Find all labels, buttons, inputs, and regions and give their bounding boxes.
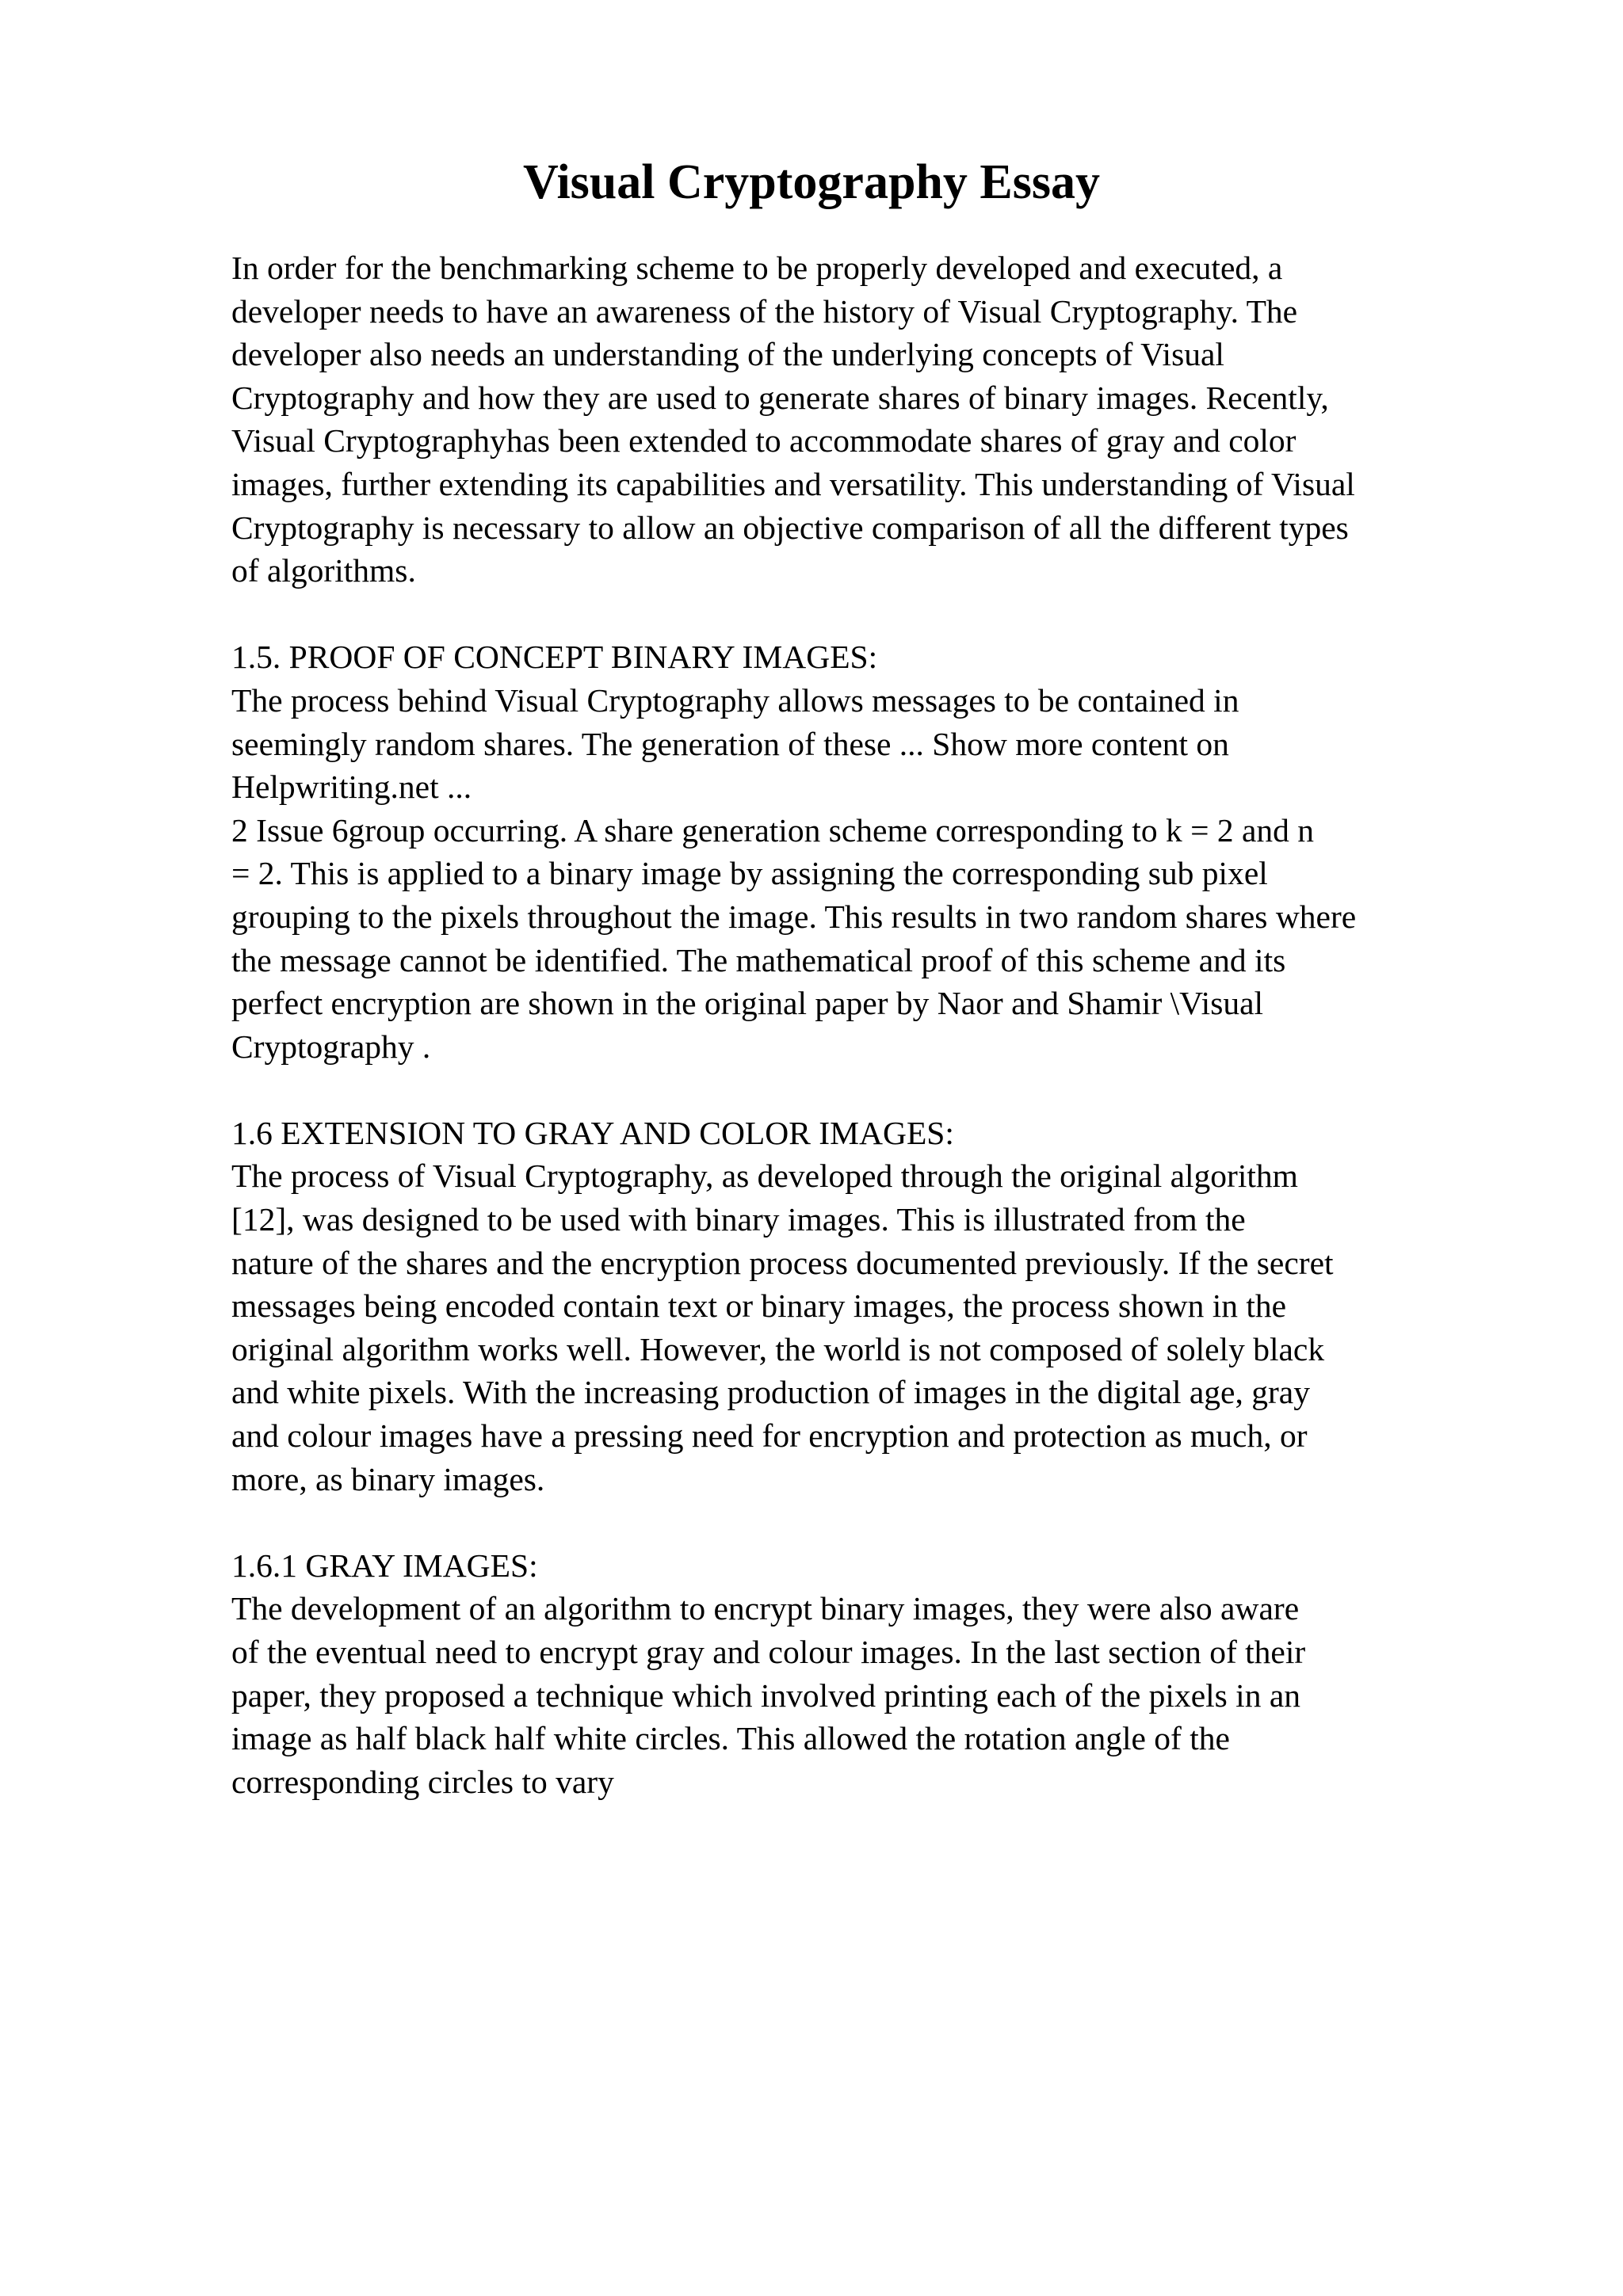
text-line: = 2. This is applied to a binary image by assigning the corresponding sub pixel <box>231 855 1268 892</box>
text-line: and colour images have a pressing need for encryption and protection as much, or <box>231 1417 1308 1455</box>
text-line: Cryptography and how they are used to generate shares of binary images. Recently, <box>231 379 1329 416</box>
text-line: the message cannot be identified. The mathematical proof of this scheme and its <box>231 941 1286 978</box>
text-line: In order for the benchmarking scheme to be properly developed and executed, a <box>231 250 1283 286</box>
section-heading: 1.5. PROOF OF CONCEPT BINARY IMAGES: <box>231 639 878 676</box>
text-line: Helpwriting.net ... <box>231 769 472 806</box>
text-line: perfect encryption are shown in the original paper by Naor and Shamir \Visual <box>231 985 1264 1022</box>
text-line: Cryptography . <box>231 1028 431 1065</box>
text-line: of algorithms. <box>231 552 416 589</box>
text-line: and white pixels. With the increasing production of images in the digital age, gray <box>231 1374 1310 1411</box>
section-heading: 1.6 EXTENSION TO GRAY AND COLOR IMAGES: <box>231 1114 954 1151</box>
text-line: grouping to the pixels throughout the image. This results in two random shares where <box>231 898 1357 935</box>
text-line: messages being encoded contain text or binary images, the process shown in the <box>231 1287 1287 1325</box>
text-line: Cryptography is necessary to allow an objective comparison of all the different types <box>231 509 1349 546</box>
text-line: [12], was designed to be used with binary images. This is illustrated from the <box>231 1201 1246 1238</box>
paragraph-spacer <box>231 1068 1515 1112</box>
text-line: The process behind Visual Cryptography allows messages to be contained in <box>231 681 1239 719</box>
intro-paragraph <box>231 246 1515 593</box>
text-line: developer also needs an understanding of the underlying concepts of Visual <box>231 336 1224 373</box>
text-line: of the eventual need to encrypt gray and colour images. In the last section of their <box>231 1634 1306 1670</box>
section-1-6 <box>231 1112 1515 1501</box>
text-line: Visual Cryptographyhas been extended to accommodate shares of gray and color <box>231 422 1296 460</box>
text-line: The development of an algorithm to encrypt binary images, they were also aware <box>231 1590 1300 1627</box>
text-line: 2 Issue 6group occurring. A share generation scheme corresponding to k = 2 and n <box>231 811 1315 849</box>
text-line: images, further extending its capabilities and versatility. This understanding of Visual <box>231 465 1355 502</box>
text-line: seemingly random shares. The generation of these ... Show more content on <box>231 725 1229 762</box>
document-body <box>231 246 1515 1803</box>
text-line: developer needs to have an awareness of the history of Visual Cryptography. The <box>231 292 1298 330</box>
section-1-5 <box>231 635 1515 1068</box>
text-line: nature of the shares and the encryption process documented previously. If the secret <box>231 1244 1334 1281</box>
text-line: The process of Visual Cryptography, as developed through the original algorithm <box>231 1158 1298 1195</box>
paragraph-spacer <box>231 1501 1515 1544</box>
text-line: image as half black half white circles. This allowed the rotation angle of the <box>231 1720 1230 1757</box>
section-1-6-1 <box>231 1544 1515 1804</box>
text-line: more, as binary images. <box>231 1460 545 1497</box>
text-line: corresponding circles to vary <box>231 1763 614 1800</box>
text-line: paper, they proposed a technique which involved printing each of the pixels in an <box>231 1676 1300 1714</box>
section-heading: 1.6.1 GRAY IMAGES: <box>231 1547 538 1584</box>
text-line: original algorithm works well. However, the world is not composed of solely black <box>231 1330 1325 1367</box>
document-title: Visual Cryptography Essay <box>522 155 1101 209</box>
paragraph-spacer <box>231 593 1515 636</box>
